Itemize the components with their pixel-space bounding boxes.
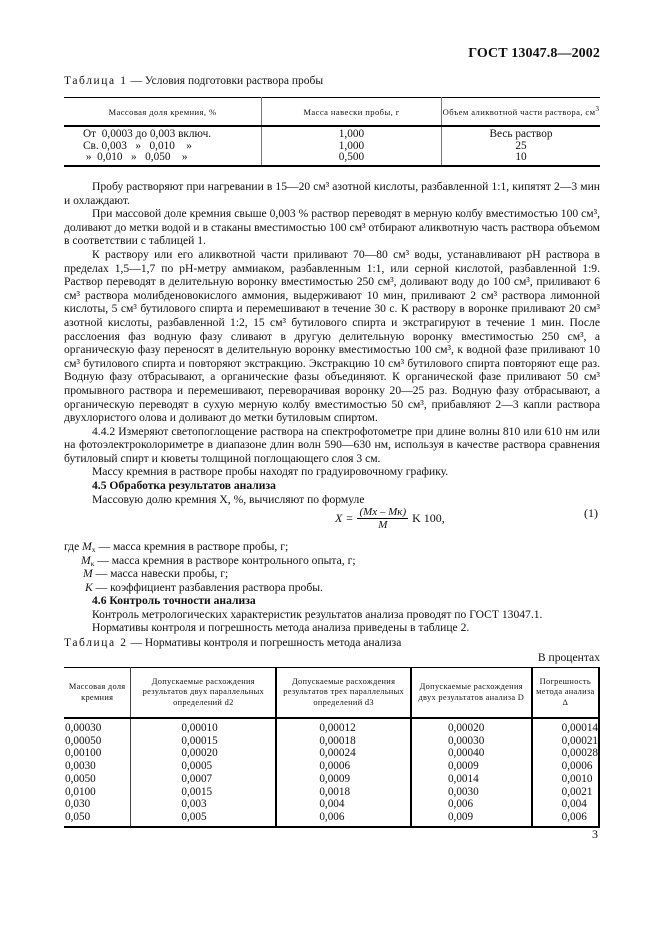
table2-caption-text: — Нормативы контроля и погрешность метода анализа <box>127 637 402 649</box>
table2-fraction-cells: 0,00030 0,00050 0,00100 0,0030 0,0050 0,0100 0,030 0,050 <box>64 718 131 827</box>
paragraph-4-4-2: 4.4.2 Измеряют светопоглощение раствора на спектрофотометре при длине волны 810 или 610 нм или на фотоэлектроколориметре в диапазоне длин волн 590—630 нм, используя в качестве раствора сравнения бутиловый спирт и кюветы толщиной поглощающего слоя 3 см. <box>64 424 600 465</box>
table1-mass-cells: 1,000 1,000 0,500 <box>262 126 442 166</box>
table2-control-norms <box>64 667 600 828</box>
table2-caption <box>64 637 401 649</box>
paragraph-dilution: При массовой доле кремния свыше 0,003 % раствор переводят в мерную колбу вместимостью 100 см³, доливают до метки водой и в стаканы вместимостью 100 см³ отбирают аликвотную часть раствора объемом в соответствии с таблицей 1. <box>64 207 600 248</box>
table1-caption-label: Таблица 1 <box>64 75 128 87</box>
table2-unit-note: В процентах <box>537 651 600 664</box>
table1-range-cells: От 0,0003 до 0,003 включ. Св. 0,003 » 0,010 » » 0,010 » 0,050 » <box>64 126 262 166</box>
section-4-5-heading: 4.5 Обработка результатов анализа <box>92 479 276 493</box>
table2-col-D: Допускаемые расхождения двух результатов анализа D <box>411 668 532 719</box>
section-4-6 <box>64 594 600 635</box>
document-code: ГОСТ 13047.8—2002 <box>468 46 600 61</box>
paragraph-formula-intro: Массовую долю кремния X, %, вычисляют по формуле <box>92 492 365 506</box>
table1-caption <box>64 75 323 87</box>
definition-mk: $M_к$ — масса кремния в растворе контрольного опыта, г; <box>81 553 356 568</box>
section-4-6-heading: 4.6 Контроль точности анализа <box>92 594 256 607</box>
table1-body-row <box>64 126 600 166</box>
formula-number: (1) <box>584 506 598 520</box>
formula-1 <box>64 498 600 538</box>
table2-caption-label: Таблица 2 <box>64 637 128 649</box>
page-number: 3 <box>592 827 598 841</box>
paragraph-metrology: Контроль метрологических характеристик результатов анализа проводят по ГОСТ 13047.1. <box>92 607 543 621</box>
table1-volume-cells: Весь раствор 25 10 <box>489 128 553 164</box>
table1-caption-text: — Условия подготовки раствора пробы <box>127 75 324 87</box>
table2-d2-cells: 0,00010 0,00015 0,00020 0,0005 0,0007 0,0015 0,003 0,005 <box>131 718 276 827</box>
paragraph-dissolution: Пробу растворяют при нагревании в 15—20 см³ азотной кислоты, разбавленной 1:1, кипятят 2—3 мин и охлаждают. <box>64 180 600 207</box>
table2-body-row <box>64 718 599 827</box>
table2-col-error: Погрешность метода анализа Δ <box>532 668 599 719</box>
body-text <box>64 180 600 506</box>
paragraph-extraction: К раствору или его аликвотной части приливают 70—80 см³ воды, устанавливают pH раствора в пределах 1,5—1,7 по pH-метру аммиаком, разбавленным 1:1, или серной кислотой, разбавленной 1:9. Раствор переводят в делительную воронку вместимостью 250 см³, доливают воду до 100 см³, приливают 6 см³ раствора молибденовокислого аммония, выдерживают 10 мин, приливают 2 см³ раствора лимонной кислоты, 5 см³ бутилового спирта и перемешивают в течение 30 с. К раствору в воронке приливают 20 см³ азотной кислоты, разбавленной 1:2, 15 см³ бутилового спирта и экстрагируют в течение 1 мин. После расслоения фаз водную фазу сливают в другую делительную воронку вместимостью 250 см³, а органическую фазу переносят в делительную воронку вместимостью 100 см³, к водной фазе приливают 10 см³ бутилового спирта и повторяют экстракцию. Экстракцию 10 см³ бутилового спирта повторяют еще раз. Водную фазу отбрасывают, а органические фазы объединяют. К органической фазе приливают 50 см³ промывного раствора и перемешивают, переворачивая воронку 20—25 раз. Водную фазу отбрасывают, а органическую переводят в сухую мерную колбу вместимостью 50 см³, прибавляют 2—3 капли раствора двухлористого олова и доливают до метки бутиловым спиртом. <box>64 247 600 425</box>
table1-col-sample-mass: Масса навески пробы, г <box>262 98 442 127</box>
table2-D-cells: 0,00020 0,00030 0,00040 0,0009 0,0014 0,0030 0,006 0,009 <box>411 718 532 827</box>
table2-col-silicon-fraction: Массовая доля кремния <box>64 668 131 719</box>
table2-col-d3: Допускаемые расхождения результатов трех параллельных определений d3 <box>276 668 411 719</box>
formula-fraction <box>357 506 408 531</box>
paragraph-calibration: Массу кремния в растворе пробы находят по градуировочному графику. <box>92 465 449 479</box>
paragraph-table2-ref: Нормативы контроля и погрешность метода анализа приведены в таблице 2. <box>92 621 470 635</box>
table1-sample-preparation <box>64 97 600 167</box>
definition-k: K — коэффициент разбавления раствора пробы. <box>85 580 323 594</box>
table2-d3-cells: 0,00012 0,00018 0,00024 0,0006 0,0009 0,0018 0,004 0,006 <box>276 718 411 827</box>
table2-col-d2: Допускаемые расхождения результатов двух параллельных определений d2 <box>131 668 276 719</box>
table1-col-silicon-fraction: Массовая доля кремния, % <box>64 98 262 127</box>
definition-m: M — масса навески пробы, г; <box>83 567 229 581</box>
formula-lhs: X = <box>335 511 354 525</box>
formula-definitions <box>64 540 356 594</box>
formula-numerator: (Mx – Mк) <box>359 506 407 518</box>
table1-header-row <box>64 98 600 127</box>
formula-denominator: M <box>378 519 388 531</box>
definition-mx: где $M_x$ — масса кремния в растворе пробы, г; <box>64 540 289 554</box>
table2-header-row <box>64 668 599 719</box>
formula-expression <box>335 506 445 531</box>
table1-col-aliquot-volume: Объем аликвотной части раствора, $см^3$ <box>442 98 601 127</box>
formula-tail: K 100, <box>412 511 445 525</box>
table2-error-cells: 0,00014 0,00021 0,00028 0,0006 0,0010 0,0021 0,004 0,006 <box>561 722 598 823</box>
